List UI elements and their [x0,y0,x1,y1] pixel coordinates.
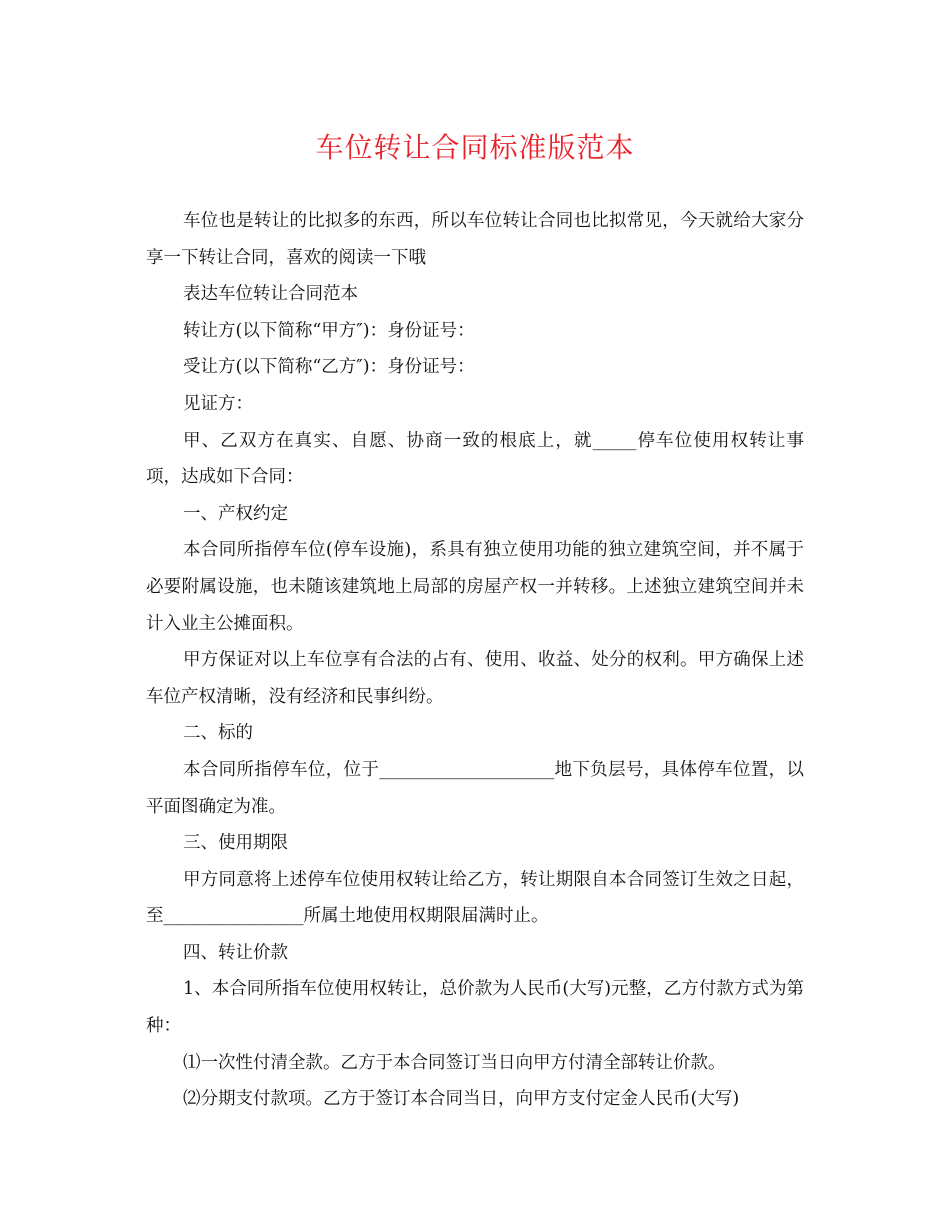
section-heading-subject: 二、标的 [183,723,253,744]
paragraph-witness: 见证方： [183,393,253,414]
paragraph-payment-option-1: ⑴一次性付清全款。乙方于本合同签订当日向甲方付清全部转让价款。 [183,1052,726,1073]
section-heading-property-rights: 一、产权约定 [183,503,288,524]
paragraph-property-rights-2: 甲方保证对以上车位享有合法的占有、使用、收益、处分的权利。甲方确保上述车位产权清晰，没有经济和民事纠纷。 [146,650,804,707]
paragraph-property-rights-1: 本合同所指停车位(停车设施)，系具有独立使用功能的独立建筑空间，并不属于必要附属设施，也未随该建筑地上局部的房屋产权一并转移。上述独立建筑空间并未计入业主公摊面积。 [146,540,804,634]
paragraph-subject: 本合同所指停车位，位于____________________地下负层号，具体停车位置，以平面图确定为准。 [146,759,804,817]
paragraph-intro: 车位也是转让的比拟多的东西，所以车位转让合同也比拟常见，今天就给大家分享一下转让合同，喜欢的阅读一下哦 [146,211,804,268]
document-body [146,203,804,1118]
paragraph-term: 甲方同意将上述停车位使用权转让给乙方，转让期限自本合同签订生效之日起，至________________所属土地使用权期限届满时止。 [146,869,804,927]
paragraph-transferor: 转让方(以下简称“甲方″)：身份证号： [183,320,475,341]
paragraph-agreement: 甲、乙双方在真实、自愿、协商一致的根底上，就_____停车位使用权转让事项，达成如下合同： [146,430,804,488]
paragraph-transferee: 受让方(以下简称“乙方″)：身份证号： [183,357,475,378]
section-heading-price: 四、转让价款 [183,942,288,963]
section-heading-term: 三、使用期限 [183,833,288,854]
paragraph-payment-option-2: ⑵分期支付款项。乙方于签订本合同当日，向甲方支付定金人民币(大写) [183,1089,740,1110]
document-title: 车位转让合同标准版范本 [315,131,635,164]
paragraph-template-heading: 表达车位转让合同范本 [183,284,358,305]
paragraph-price: 1、本合同所指车位使用权转让，总价款为人民币(大写)元整，乙方付款方式为第种： [146,979,804,1037]
